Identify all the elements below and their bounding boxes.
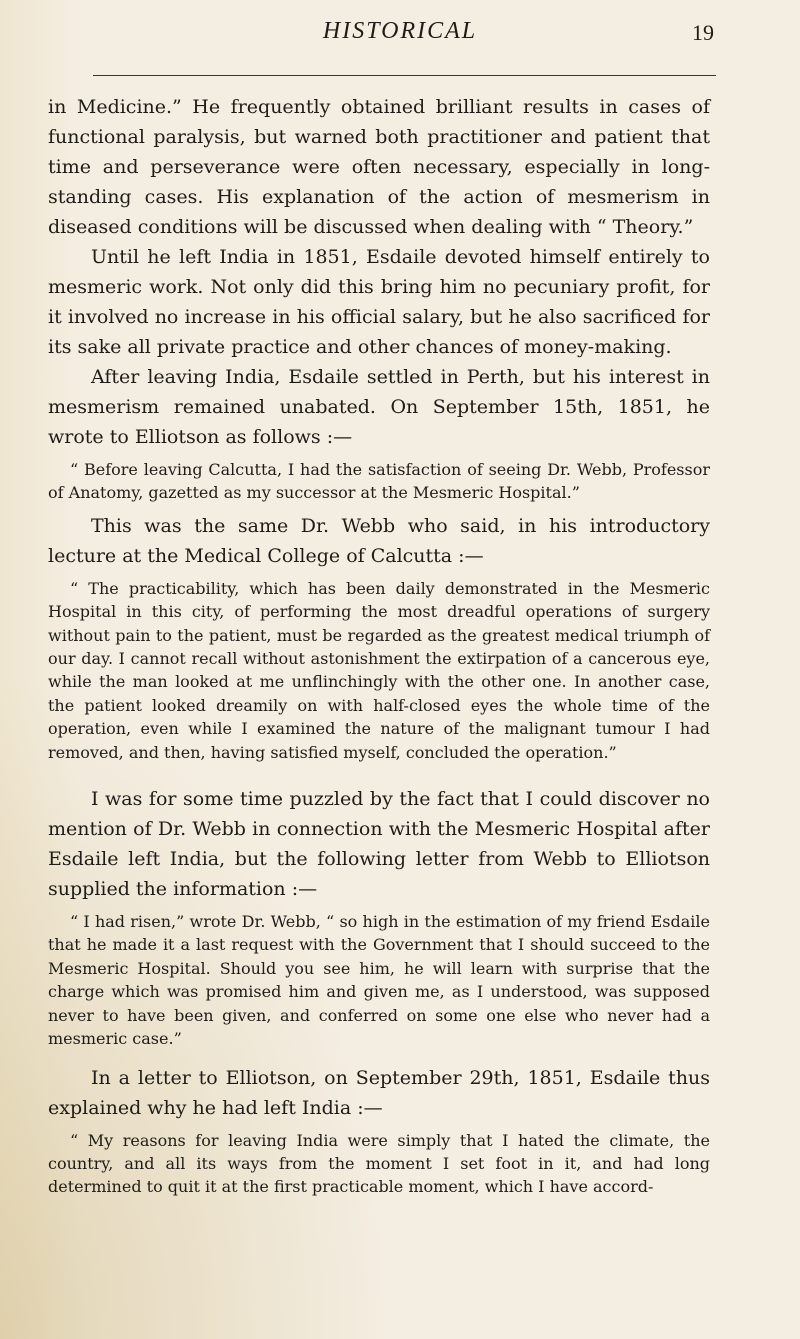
running-head <box>100 18 714 62</box>
quotation-practicability: “ The practicability, which has been daily demonstrated in the Mesmeric Hospital in this city, of performing the most dreadful operations of surgery without pain to the patient, must be regarded as the greatest medical triumph of our day. I cannot recall without astonishment the extirpation of a cancerous eye, while the man looked at me unflinchingly with the other one. In another case, the patient looked dreamily on with half-closed eyes the whole time of the operation, even while I examined the nature of the malignant tumour I had removed, and then, having satisfied myself, concluded the operation.” <box>48 578 710 762</box>
header-rule <box>93 75 716 76</box>
paragraph-mesmeric-work: Until he left India in 1851, Esdaile devoted himself entirely to mesmeric work. Not only did this bring him no pecuniary profit, for it involved no increase in his official salary, but he also sacrificed for its sake all private practice and other chances of money-making. <box>48 246 710 358</box>
page-number: 19 <box>692 20 714 45</box>
paragraph-letter-september: In a letter to Elliotson, on September 29th, 1851, Esdaile thus explained why he had left India :— <box>48 1066 710 1119</box>
quotation-reasons: “ My reasons for leaving India were simply that I hated the climate, the country, and all its ways from the moment I set foot in it, and had long determined to quit it at the first practicable moment, which I have accord- <box>48 1130 710 1197</box>
quotation-webb-successor: “ Before leaving Calcutta, I had the satisfaction of seeing Dr. Webb, Professor of Anatomy, gazetted as my successor at the Mesmeric Hospital.” <box>48 460 710 503</box>
paragraph-perth: After leaving India, Esdaile settled in Perth, but his interest in mesmerism remained unabated. On September 15th, 1851, he wrote to Elliotson as follows :— <box>48 366 710 448</box>
paragraph-puzzled: I was for some time puzzled by the fact that I could discover no mention of Dr. Webb in connection with the Mesmeric Hospital after Esdaile left India, but the following letter from Webb to Elliotson supplied the information :— <box>48 788 710 901</box>
paragraph-introductory-lecture: This was the same Dr. Webb who said, in his introductory lecture at the Medical College of Calcutta :— <box>48 514 710 567</box>
page-body <box>48 92 710 1199</box>
running-title: HISTORICAL <box>322 18 478 44</box>
paragraph-continuation: in Medicine.” He frequently obtained brilliant results in cases of functional paralysis, but warned both practitioner and patient that time and perseverance were often necessary, especially in long-standing cases. His explanation of the action of mesmerism in diseased conditions will be discussed when dealing with “ Theory.” <box>48 96 710 238</box>
quotation-webb-letter: “ I had risen,” wrote Dr. Webb, “ so high in the estimation of my friend Esdaile that he made it a last request with the Government that I should succeed to the Mesmeric Hospital. Should you see him, he will learn with surprise that the charge which was promised him and given me, as I understood, was supposed never to have been given, and conferred on some one else who never had a mesmeric case.” <box>48 912 710 1049</box>
